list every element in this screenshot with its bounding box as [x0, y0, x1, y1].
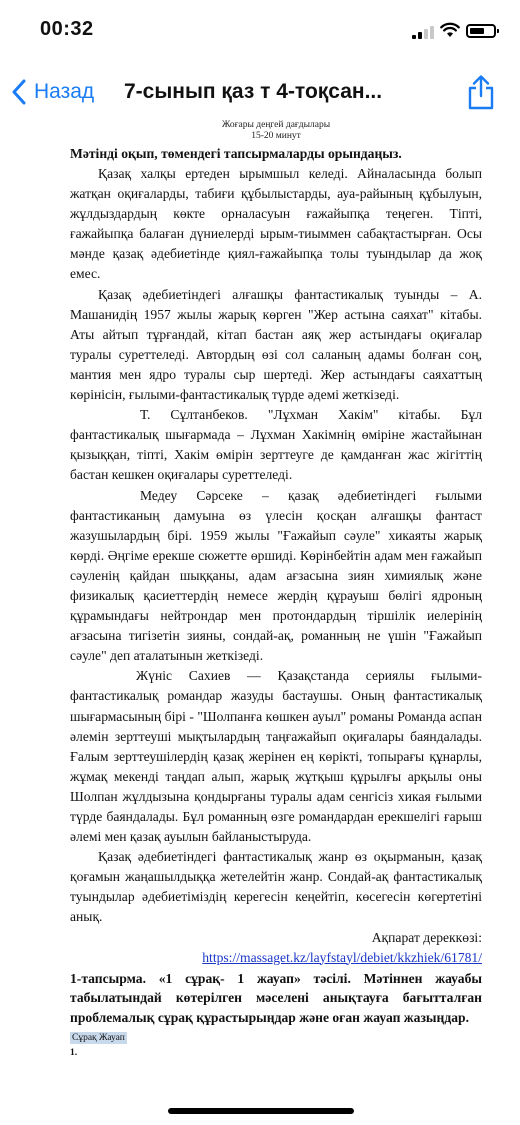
chevron-left-icon [12, 79, 26, 105]
back-button-label: Назад [34, 80, 95, 103]
document-title: Мәтінді оқып, төмендегі тапсырмаларды орындаңыз. [70, 146, 402, 161]
document-header [70, 120, 482, 142]
status-bar [0, 0, 520, 60]
task-text: 1-тапсырма. «1 сұрақ- 1 жауап» тәсілі. Мәтіннен жауабы табылатындай көтерілген мәселені анықтауға бағытталған проблемалық сұрақ құрастырыңдар және оған жауап жазыңдар. [70, 970, 482, 1025]
item-number: 1. [70, 1048, 78, 1059]
page-title: 7-сынып қаз т 4-тоқсан... [124, 80, 383, 103]
paragraph: Жүніс Сахиев — Қазақстанда сериялы ғылыми-фантастикалық романдар жазуды бастаушы. Оның фантастикалық шығармасының бірі - "Шолпанға көшкен ауыл" романы Романда аспан әлемін зерттеуші мықтылардың таңғажайып оқиғалары баяндалады. Ғалым зерттеушілердің қазақ жерінен ең көрікті, топырағы құнарлы, жұмақ мекенді таңдап алып, жарық жұтқыш құрылғы арқылы оны Шолпан жұлдызына қондырғаны туралы адам сенгісіз хикая ғылыми түрде баяндалады. Бұл романның өзге романдардан ерекшелігі ғарыш әлемі мен қазақ ауылын байланыстыруда. [70, 668, 482, 845]
battery-icon [466, 24, 496, 38]
navigation-bar [0, 66, 520, 118]
wifi-icon [440, 22, 460, 38]
paragraph: Медеу Сәрсеке – қазақ әдебиетіндегі ғылыми фантастиканың дамуына өз үлесін қосқан алғашқы фантаст жазушылардың бірі. 1959 жылы "Ғажайып сәуле" хикаяты жарық көрді. Әңгіме ерекше сюжетте өршиді. Көрінбейтін адам мен ғажайып сәуленің қайдан шыққаны, адам ағзасына зиян химиялық және физикалық қасиеттердің немесе жердің құрауыш бөлігі ядроның құрамындағы нейтрондар мен протондардың тіршілік иелерінің ағзасына тигізетін зияны, сондай-ақ, романның не үшін "Ғажайып сәуле" деп аталатынын жеткізеді. [70, 487, 482, 664]
source-label: Ақпарат дереккөзі: [371, 929, 482, 945]
duration-label: 15-20 минут [251, 131, 301, 141]
source-link[interactable]: https://massaget.kz/layfstayl/debiet/kkzhiek/61781/ [202, 949, 482, 965]
back-button[interactable] [12, 74, 94, 110]
document-page [70, 120, 482, 1058]
paragraph: Қазақ әдебиетіндегі алғашқы фантастикалық туынды – А. Машанидің 1957 жылы жарық көрген "Жер астына саяхат" кітабы. Аты айтып тұрғандай, кітап бастан аяқ жер астындағы оқиғалар туралы суреттеледі. Автордың өзі сол саланың адамы болған соң, мантия мен ядро туралы сыр шертеді. Жер астындағы саяхаттың көрінісін, ғылыми-фантастикалық түрде әдемі жеткізеді. [70, 286, 482, 403]
home-indicator[interactable] [168, 1108, 354, 1114]
question-answer-label: Сұрақ Жауап [72, 1033, 125, 1044]
skill-level-label: Жоғары деңгей дағдылары [221, 120, 331, 130]
share-icon[interactable] [466, 74, 496, 110]
paragraph: Қазақ халқы ертеден ырымшыл келеді. Айналасында болып жатқан оқиғаларды, табиғи құбылыстарды, ауа-райының құбылуын, жұлдыздардың көкте орналасуын ғажайыпқа теңеген. Тіпті, ғажайыпқа балаған дүниелерді ырым-тиыммен сабақтастырған. Осы мәнде қазақ әдебиетінде қиял-ғажайыпқа толы туындылар да жоқ емес. [70, 166, 482, 282]
paragraph: Т. Сұлтанбеков. "Лұхман Хакім" кітабы. Бұл фантастикалық шығармада – Лұхман Хакімнің өміріне жастайынан қызыққан, тіпті, Хакім өмірін зерттеуге де қамданған жас жігіттің бастан кешкен оқиғалары суреттеледі. [70, 407, 482, 483]
paragraph: Қазақ әдебиетіндегі фантастикалық жанр өз оқырманын, қазақ қоғамын жаңашылдыққа жетелейтін жанр. Сондай-ақ фантастикалық туындылар әдебиетіміздің керегесін кеңейтіп, көсегесін көгертетіні анық. [70, 849, 482, 925]
status-time: 00:32 [40, 18, 94, 40]
cellular-signal-icon [412, 25, 434, 39]
